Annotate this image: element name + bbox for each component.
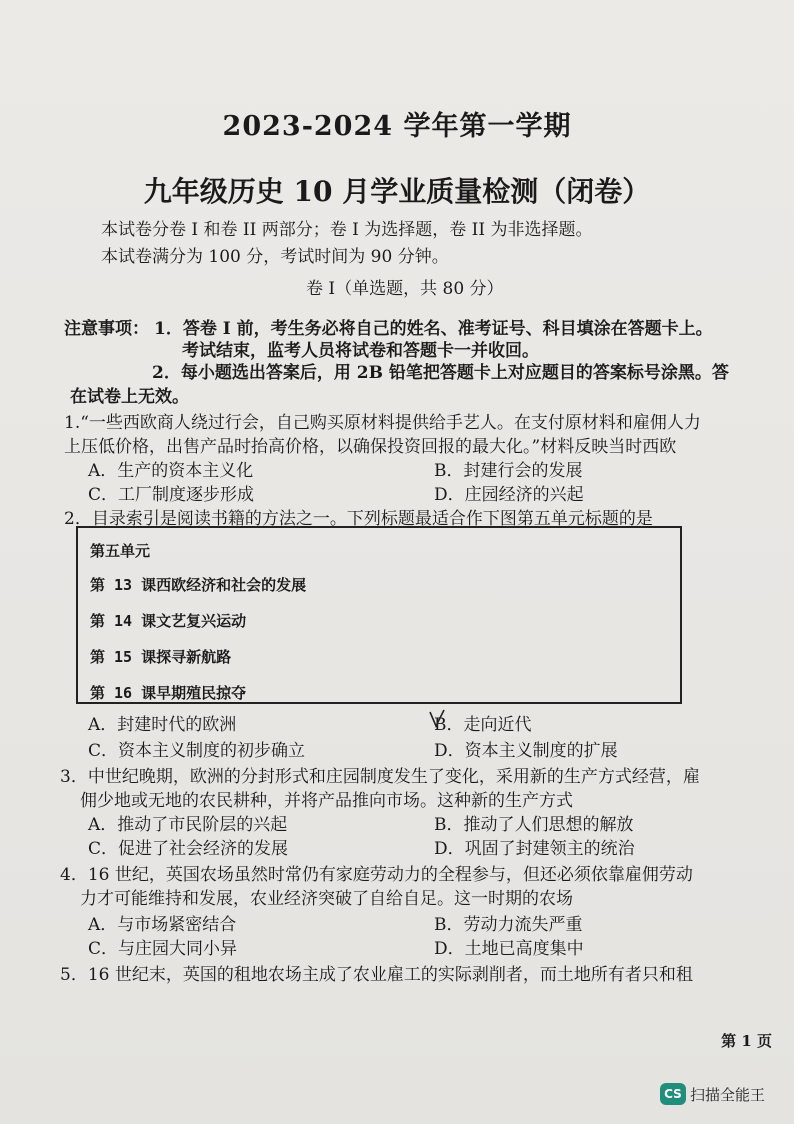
q1-option-a: A．生产的资本主义化 [88, 461, 254, 481]
q3-option-a: A．推动了市民阶层的兴起 [88, 815, 288, 835]
camscanner-logo-icon: CS [660, 1083, 686, 1105]
q1-option-c: C．工厂制度逐步形成 [88, 485, 255, 505]
q2-option-c: C．资本主义制度的初步确立 [88, 741, 306, 761]
page-number: 第 1 页 [721, 1032, 772, 1050]
q1-option-d: D．庄园经济的兴起 [434, 485, 584, 505]
notes-item1-line2: 考试结束，监考人员将试卷和答题卡一并收回。 [182, 341, 539, 361]
section-title: 卷 I（单选题，共 80 分） [306, 279, 504, 299]
lesson-13: 第 13 课西欧经济和社会的发展 [90, 576, 307, 594]
q3-option-c: C．促进了社会经济的发展 [88, 839, 289, 859]
q4-stem-line2: 力才可能维持和发展，农业经济突破了自给自足。这一时期的农场 [80, 889, 573, 909]
q3-option-d: D．巩固了封建领主的统治 [434, 839, 635, 859]
unit-contents-box [76, 526, 682, 704]
pen-check-mark-icon [428, 708, 446, 730]
q2-option-a: A．封建时代的欧洲 [88, 715, 237, 735]
exam-year-title: 2023-2024 学年第一学期 [222, 111, 572, 142]
q4-option-a: A．与市场紧密结合 [88, 915, 237, 935]
unit-title: 第五单元 [90, 542, 151, 560]
q1-stem-line1: 1.“一些西欧商人绕过行会，自己购买原材料提供给手艺人。在支付原材料和雇佣人力 [64, 413, 701, 433]
q4-stem-line1: 4．16 世纪，英国农场虽然时常仍有家庭劳动力的全程参与，但还必须依靠雇佣劳动 [60, 865, 693, 885]
q2-stem-line1: 2．目录索引是阅读书籍的方法之一。下列标题最适合作下图第五单元标题的是 [64, 509, 653, 529]
notes-item1-line1: 1．答卷 I 前，考生务必将自己的姓名、准考证号、科目填涂在答题卡上。 [154, 319, 713, 339]
intro-line-2: 本试卷满分为 100 分，考试时间为 90 分钟。 [101, 247, 449, 267]
q3-stem-line2: 佣少地或无地的农民耕种，并将产品推向市场。这种新的生产方式 [80, 791, 573, 811]
notes-item2-line1: 2．每小题选出答案后，用 2B 铅笔把答题卡上对应题目的答案标号涂黑。答 [152, 363, 729, 383]
scanner-app-name: 扫描全能王 [690, 1085, 766, 1104]
notes-item2-line2: 在试卷上无效。 [70, 387, 189, 407]
q1-stem-line2: 上压低价格，出售产品时抬高价格，以确保投资回报的最大化。”材料反映当时西欧 [64, 437, 677, 457]
q4-option-d: D．土地已高度集中 [434, 939, 584, 959]
scanner-watermark [660, 1083, 765, 1105]
exam-subject-title: 九年级历史 10 月学业质量检测（闭卷） [143, 175, 651, 208]
q3-option-b: B．推动了人们思想的解放 [434, 815, 634, 835]
q2-option-d: D．资本主义制度的扩展 [434, 741, 618, 761]
lesson-14: 第 14 课文艺复兴运动 [90, 612, 247, 630]
q2-option-b: B．走向近代 [434, 715, 532, 735]
intro-line-1: 本试卷分卷 I 和卷 II 两部分；卷 I 为选择题，卷 II 为非选择题。 [101, 220, 593, 240]
q5-stem-line1: 5．16 世纪末，英国的租地农场主成了农业雇工的实际剥削者，而土地所有者只和租 [60, 965, 693, 985]
q4-option-c: C．与庄园大同小异 [88, 939, 238, 959]
q1-option-b: B．封建行会的发展 [434, 461, 583, 481]
q4-option-b: B．劳动力流失严重 [434, 915, 583, 935]
lesson-15: 第 15 课探寻新航路 [90, 648, 232, 666]
notes-label: 注意事项： [64, 319, 149, 339]
lesson-16: 第 16 课早期殖民掠夺 [90, 684, 247, 702]
q3-stem-line1: 3．中世纪晚期，欧洲的分封形式和庄园制度发生了变化，采用新的生产方式经营，雇 [60, 767, 700, 787]
